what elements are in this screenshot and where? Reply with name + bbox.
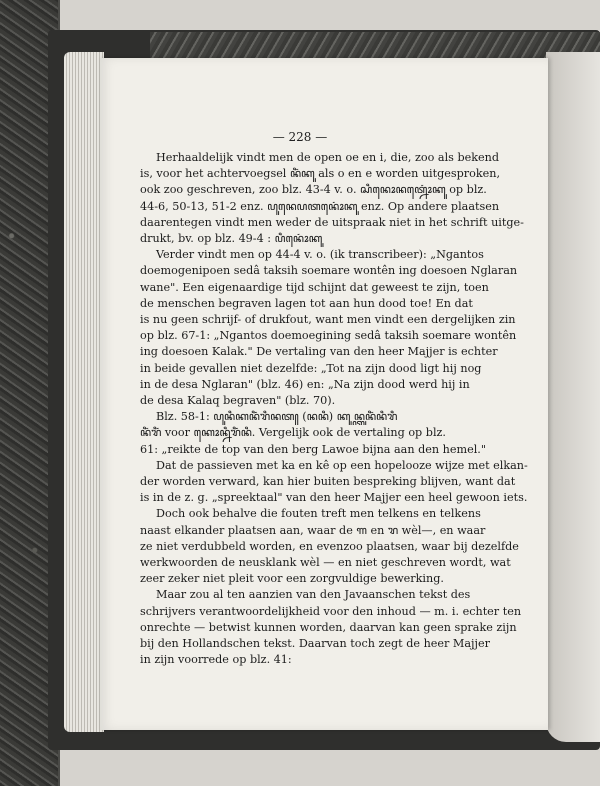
text-line: Verder vindt men op 44-4 v. o. (ik transcribeer): „Ngantos — [156, 248, 484, 262]
text-line: in beide gevallen niet dezelfde: „Tot na zijn dood ligt hij nog — [140, 361, 482, 375]
text-line: de menschen begraven lagen tot aan hun dood toe! En dat — [140, 296, 473, 310]
text-line: ing doesoen Kalak." De vertaling van den heer Majjer is echter — [140, 345, 498, 359]
text-line: doemogenipoen sedâ taksih soemare wontên ing doesoen Nglaran — [140, 264, 518, 278]
text-line: is in de z. g. „spreektaal" van den heer Majjer een heel gewoon iets. — [140, 491, 528, 505]
text-line: 44-6, 50-13, 51-2 enz. ꦥꦸꦤꦺꦥꦠꦤꦺꦴꦁꦏꦸ enz. Op andere plaatsen — [140, 199, 500, 213]
text-line: schrijvers verantwoordelijkheid voor den inhoud — m. i. echter ten — [140, 604, 522, 618]
text-line: zeer zeker niet pleit voor een zorgvuldige bewerking. — [140, 572, 444, 586]
body-text — [140, 150, 540, 669]
text-line: is, voor het achtervoegsel ꦤꦶꦁꦏꦸ als o en e worden uitgesproken, — [140, 167, 501, 181]
text-line: werkwoorden de neusklank wèl — en niet geschreven wordt, wat — [140, 556, 511, 570]
page-edges — [64, 52, 104, 732]
text-line: op blz. 67-1: „Ngantos doemoegining sedâ taksih soemare wontên — [140, 329, 517, 343]
text-line: Doch ook behalve die fouten treft men telkens en telkens — [156, 507, 481, 521]
text-line: ze niet verdubbeld worden, en evenzoo plaatsen, waar bij dezelfde — [140, 539, 519, 553]
text-line: wane". Een eigenaardige tijd schijnt dat geweest te zijn, toen — [140, 280, 489, 294]
text-line: naast elkander plaatsen aan, waar de ꦒ en ꦫ wèl—, en waar — [140, 523, 486, 537]
text-line: in zijn voorrede op blz. 41: — [140, 653, 292, 667]
text-line: de desa Kalaq begraven" (blz. 70). — [140, 394, 336, 408]
text-line: bij den Hollandschen tekst. Daarvan toch zegt de heer Majjer — [140, 637, 490, 651]
marbled-board-edge — [150, 32, 600, 58]
text-line: ook zoo geschreven, zoo blz. 43-4 v. o. ꦱꦶꦤꦺꦴꦤꦠ꧀ꦤꦺꦴꦁꦏꦸ op blz. — [140, 183, 487, 197]
text-line: onrechte — betwist kunnen worden, daarvan kan geen sprake zijn — [140, 620, 517, 634]
page-number: — 228 — — [272, 130, 328, 144]
text-line: 61: „reikte de top van den berg Lawoe bijna aan den hemel." — [140, 442, 486, 456]
text-line: Maar zou al ten aanzien van den Javaanschen tekst des — [156, 588, 471, 602]
text-line: drukt, bv. op blz. 49-4 : ꦥꦶꦤꦺꦴꦁꦏꦸ — [140, 232, 323, 246]
text-line: ꦤꦶꦁꦫꦶꦁ voor ꦏꦺꦴꦤ꧀ꦤꦶꦫꦶꦁꦤꦶ. Vergelijk ook de vertaling op blz. — [140, 426, 446, 440]
facing-page-edge — [546, 52, 600, 742]
text-line: Dat de passieven met ka en kê op een hopelooze wijze met elkan- — [156, 458, 528, 472]
text-line: Herhaaldelijk vindt men de open oe en i, die, zoo als bekend — [156, 151, 499, 164]
text-line: Blz. 58-1: ꦥꦸꦤꦶꦏꦤꦶꦁꦫꦶꦤꦠ꧀ (ꦤꦤꦶ) ꦏꦸꦤ꧀ꦠꦸꦤꦶꦁꦤꦶꦫꦶ — [156, 410, 398, 424]
text-line: in de desa Nglaran" (blz. 46) en: „Na zijn dood werd hij in — [140, 377, 470, 391]
text-line: der worden verward, kan hier buiten bespreking blijven, want dat — [140, 475, 516, 489]
text-line: daarentegen vindt men weder de uitspraak niet in het schrift uitge- — [140, 215, 524, 229]
text-line: is nu geen schrijf- of drukfout, want men vindt een dergelijken zin — [140, 313, 516, 327]
